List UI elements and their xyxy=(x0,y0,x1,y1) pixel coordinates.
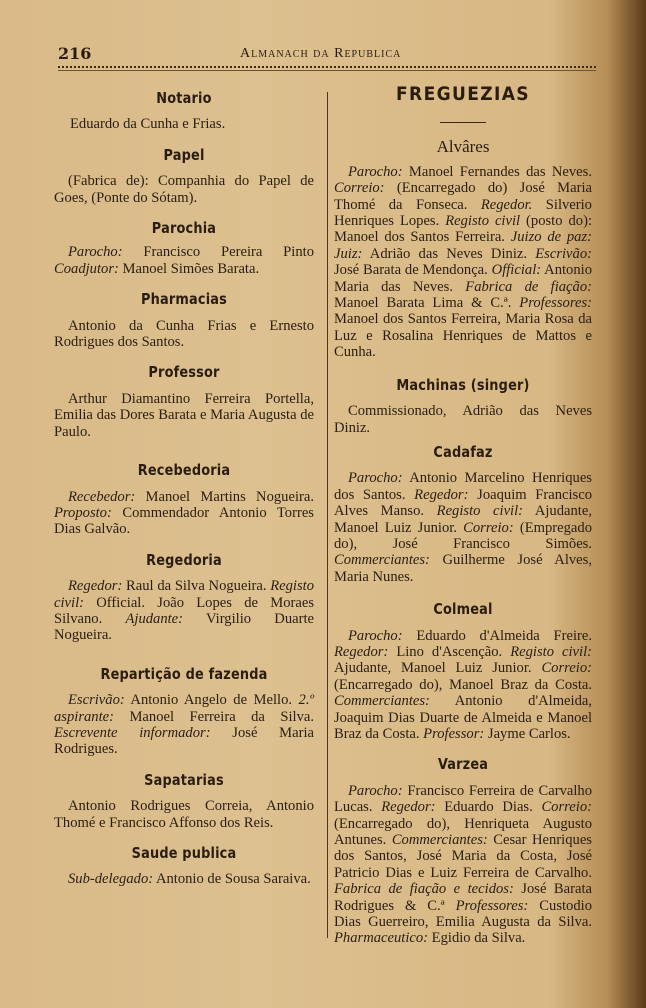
header-rule-dotted xyxy=(58,66,596,68)
freguezias-title: FREGUEZIAS xyxy=(396,83,530,105)
section-heading-reparticao: Repartição de fazenda xyxy=(100,664,268,683)
column-divider xyxy=(327,92,328,938)
section-heading-saude: Saude publica xyxy=(131,844,237,862)
value-pharmaceutico: Egidio da Silva. xyxy=(428,930,526,947)
label-regedor: Regedor: xyxy=(381,799,436,816)
value-registo-civil: Ajudante, Manoel Luiz Junior. xyxy=(334,503,592,536)
value-professores: Custodio Dias Guerreiro, Emilia Augusta da Silva. xyxy=(334,897,592,931)
value-escrivao: José Barata de Mendonça. xyxy=(334,262,492,279)
label-parocho: Parocho: xyxy=(348,627,403,644)
value-sub-delegado: Antonio de Sousa Saraiva. xyxy=(153,871,311,888)
value-fabrica: José Barata Rodrigues & C.ª xyxy=(334,881,592,914)
reparticao-text xyxy=(54,692,314,758)
section-heading-notario: Notario xyxy=(156,89,212,107)
parochia-text xyxy=(54,244,314,277)
page-number: 216 xyxy=(58,44,92,63)
label-regedor: Regedor: xyxy=(334,643,389,660)
label-official: Official: xyxy=(491,262,542,279)
label-regedor: Regedor. xyxy=(480,196,533,213)
section-heading-pharmacias: Pharmacias xyxy=(140,290,228,309)
recebedoria-text xyxy=(54,489,314,538)
section-heading-parochia: Parochia xyxy=(151,219,217,238)
value-registo-civil: Ajudante, Manoel Luiz Junior. xyxy=(334,660,542,677)
value-fabrica: Manoel Barata Lima & C.ª. xyxy=(334,295,520,312)
label-commerciantes: Commerciantes: xyxy=(391,832,488,849)
value-parocho: Antonio Marcelino Henriques dos Santos. xyxy=(334,470,592,503)
value-regedor: Silverio Henriques Lopes. xyxy=(334,196,592,230)
regedoria-text xyxy=(54,578,314,644)
label-registo-civil: Registo civil: xyxy=(436,503,524,520)
right-column xyxy=(334,84,592,947)
label-professores: Professores: xyxy=(455,897,529,914)
label-registo-civil: Registo civil: xyxy=(510,643,592,660)
value-commerciantes: Guilherme José Alves, Maria Nunes. xyxy=(334,552,592,585)
label-sub-delegado: Sub-delegado: xyxy=(68,871,154,888)
value-juiz: Adrião das Neves Diniz. xyxy=(362,245,536,262)
running-title: Almanach da Republica xyxy=(240,46,402,61)
label-registo-civil: Registo civil xyxy=(445,213,521,230)
label-commerciantes: Commerciantes: xyxy=(334,552,430,569)
varzea-text xyxy=(334,783,592,947)
label-juizo-de-paz: Juizo de paz: Juiz: xyxy=(334,229,593,262)
label-professor: Professor: xyxy=(423,726,485,742)
value-correio: (Encarregado do), Henriqueta Augusto Antunes. xyxy=(334,815,592,849)
value-correio: (Encarregado do), Manoel Braz da Costa. xyxy=(334,676,592,693)
label-aspirante: 2.º aspirante: xyxy=(54,692,314,725)
page-header xyxy=(58,44,598,64)
papel-text: (Fabrica de): Companhia do Papel de Goes, (Ponte do Sótam). xyxy=(54,173,314,206)
notario-text: Eduardo da Cunha e Frias. xyxy=(70,116,226,133)
value-regedor: Raul da Silva Nogueira. xyxy=(122,578,271,595)
machinas-text: Commissionado, Adrião das Neves Diniz. xyxy=(334,403,592,436)
label-fabrica: Fabrica de fiação e tecidos: xyxy=(334,881,514,898)
value-registo-civil: (posto do): Manoel dos Santos Ferreira. xyxy=(334,213,592,246)
label-regedor: Regedor: xyxy=(68,578,123,595)
value-regedor: Lino d'Ascenção. xyxy=(388,643,511,660)
label-fabrica-de-fiacao: Fabrica de fiação: xyxy=(465,278,592,295)
label-parocho: Parocho: xyxy=(348,782,403,799)
section-heading-papel: Papel xyxy=(163,145,205,164)
value-professores: Manoel dos Santos Ferreira, Maria Rosa da Luz e Rosalina Henriques de Mattos e Cunha. xyxy=(334,311,592,361)
value-commerciantes: Antonio d'Almeida, Joaquim Dias Duarte de Almeida e Manoel Braz da Costa. xyxy=(334,693,592,742)
header-rule xyxy=(58,70,596,71)
label-parocho: Parocho: xyxy=(68,244,123,261)
value-coadjutor: Manoel Simões Barata. xyxy=(118,260,260,277)
label-commerciantes: Commerciantes: xyxy=(334,693,430,710)
label-escrivao: Escrivão: xyxy=(535,245,592,262)
value-ajudante: Virgilio Duarte Nogueira. xyxy=(54,610,314,644)
section-heading-machinas: Machinas (singer) xyxy=(396,375,530,394)
value-official: Antonio Maria das Neves. xyxy=(334,262,592,295)
label-pharmaceutico: Pharmaceutico: xyxy=(334,930,429,947)
value-commerciantes: Cesar Henriques dos Santos, José Maria da Costa, José Patricio Dias e Luiz Ferreira de Carvalho. xyxy=(334,832,592,881)
label-parocho: Parocho: xyxy=(348,163,403,180)
label-correio: Correio: xyxy=(463,519,514,536)
label-professores: Professores: xyxy=(519,295,592,312)
label-escrivao: Escrivão: xyxy=(68,692,125,709)
label-correio: Correio: xyxy=(541,799,592,816)
value-professor: Jayme Carlos. xyxy=(484,726,571,742)
section-heading-colmeal: Colmeal xyxy=(433,600,493,619)
left-column xyxy=(54,84,314,888)
value-parocho: Francisco Pereira Pinto xyxy=(122,244,314,261)
value-parocho: Francisco Ferreira de Carvalho Lucas. xyxy=(334,782,592,816)
value-correio: (Encarregado do) José Maria Thomé da Fonseca. xyxy=(334,180,592,213)
colmeal-text xyxy=(334,628,592,743)
value-parocho: Manoel Fernandes das Neves. xyxy=(402,163,592,180)
label-registo-civil: Registo civil: xyxy=(54,578,314,611)
value-proposto: Commendador Antonio Torres Dias Galvão. xyxy=(54,504,314,538)
section-heading-cadafaz: Cadafaz xyxy=(433,442,493,461)
value-regedor: Eduardo Dias. xyxy=(435,799,542,816)
saude-text xyxy=(54,871,314,887)
value-registo-civil: Official. João Lopes de Moraes Silvano. xyxy=(54,594,314,627)
label-ajudante: Ajudante: xyxy=(125,610,184,627)
label-correio: Correio: xyxy=(541,660,592,677)
section-heading-regedoria: Regedoria xyxy=(146,550,222,569)
value-aspirante: Manoel Ferreira da Silva. xyxy=(114,708,314,725)
section-heading-alvares: Alvâres xyxy=(436,137,490,157)
label-regedor: Regedor: xyxy=(414,486,469,503)
label-parocho: Parocho: xyxy=(348,470,403,487)
value-regedor: Joaquim Francisco Alves Manso. xyxy=(334,486,592,520)
value-recebedor: Manoel Martins Nogueira. xyxy=(135,488,314,505)
label-coadjutor: Coadjutor: xyxy=(54,260,119,277)
professor-text: Arthur Diamantino Ferreira Portella, Emilia das Dores Barata e Maria Augusta de Paulo. xyxy=(54,390,314,440)
value-escrevente: José Maria Rodrigues. xyxy=(54,724,314,758)
label-escrevente: Escrevente informador: xyxy=(54,724,211,741)
value-correio: (Empregado do), José Francisco Simões. xyxy=(334,519,592,552)
label-correio: Correio: xyxy=(334,180,385,197)
sapatarias-text: Antonio Rodrigues Correia, Antonio Thomé e Francisco Affonso dos Reis. xyxy=(54,798,314,831)
section-heading-recebedoria: Recebedoria xyxy=(137,461,231,480)
value-escrivao: Antonio Angelo de Mello. xyxy=(124,692,299,709)
cadafaz-text xyxy=(334,470,592,585)
alvares-text xyxy=(334,164,592,361)
section-heading-varzea: Varzea xyxy=(437,755,489,774)
label-recebedor: Recebedor: xyxy=(68,488,136,505)
pharmacias-text: Antonio da Cunha Frias e Ernesto Rodrigues dos Santos. xyxy=(54,317,314,351)
section-heading-sapatarias: Sapatarias xyxy=(144,770,224,789)
label-proposto: Proposto: xyxy=(54,504,112,521)
section-heading-professor: Professor xyxy=(148,363,220,382)
value-parocho: Eduardo d'Almeida Freire. xyxy=(402,627,592,644)
